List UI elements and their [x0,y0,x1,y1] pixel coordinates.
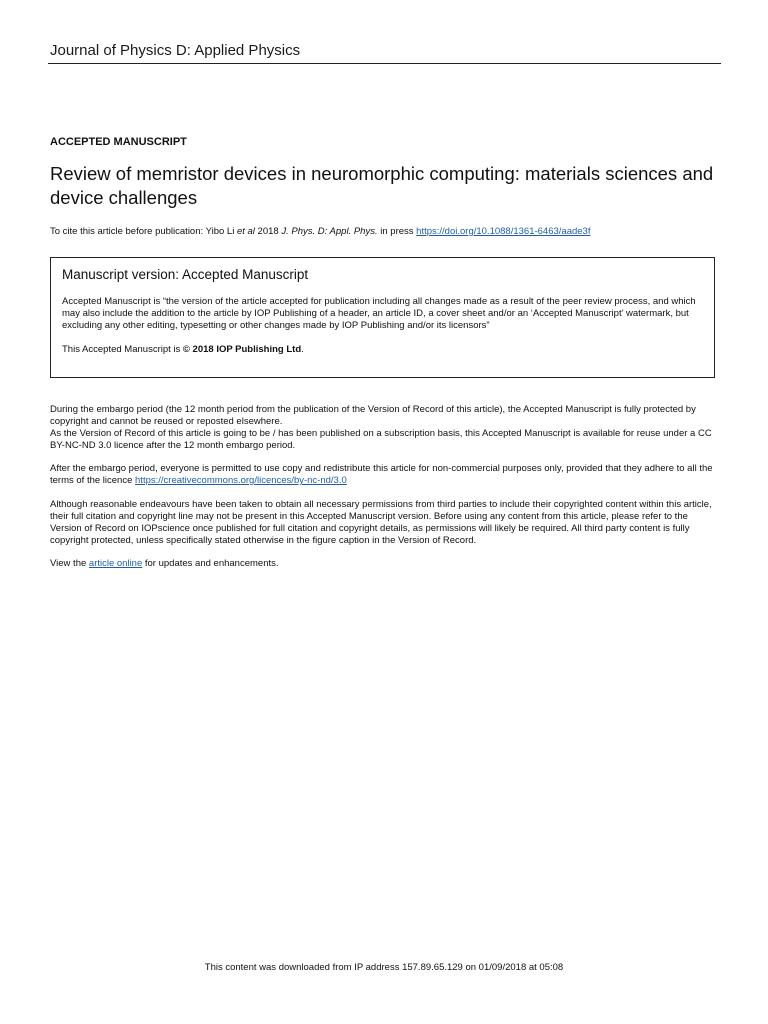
view-online-paragraph [50,558,718,570]
view-prefix: View the [50,558,89,569]
copyright-suffix: . [301,344,304,355]
download-footer: This content was downloaded from IP address 157.89.65.129 on 01/09/2018 at 05:08 [204,962,564,973]
citation-in-press: in press [377,226,417,237]
copyright-holder: © 2018 IOP Publishing Ltd [182,344,302,355]
manuscript-version-title: Manuscript version: Accepted Manuscript [62,267,309,282]
permissions-paragraph: Although reasonable endeavours have been taken to obtain all necessary permissions from third parties to include their copyrighted content within this article, their full citation and copyright line may not be present in this Accepted Manuscript version. Before using any content from this article, please refer to the Version of Record on IOPscience once published for full citation and copyright details, as permissions will likely be required. All third party content is fully copyright protected, unless specifically stated otherwise in the figure caption in the Version of Record. [50,499,712,546]
journal-name: Journal of Physics D: Applied Physics [50,42,301,59]
manuscript-label: ACCEPTED MANUSCRIPT [50,136,187,148]
subscription-paragraph: As the Version of Record of this article is going to be / has been published on a subscription basis, this Accepted Manuscript is available for reuse under a CC BY-NC-ND 3.0 licence after the 12 month embargo period. [50,428,712,451]
copyright-prefix: This Accepted Manuscript is [62,344,183,355]
citation-year: 2018 [254,226,282,237]
after-embargo-paragraph [50,463,718,487]
manuscript-version-description: Accepted Manuscript is “the version of the article accepted for publication including all changes made as a result of the peer review process, and which may also include the addition to the article by IOP Publishing of a header, an article ID, a cover sheet and/or an ‘Accepted Manuscript’ watermark, but excluding any other editing, typesetting or other changes made by IOP Publishing and/or its licensors” [62,296,696,331]
article-online-link[interactable]: article online [88,558,143,569]
article-title: Review of memristor devices in neuromorphic computing: materials sciences and device challenges [50,163,714,208]
citation-et-al: et al [236,226,255,237]
licence-link[interactable]: https://creativecommons.org/licences/by-nc-nd/3.0 [135,475,347,486]
copyright-statement [62,344,304,355]
manuscript-version-box [50,257,715,378]
view-suffix: for updates and enhancements. [142,558,279,569]
citation-prefix: To cite this article before publication: Yibo Li [50,226,237,237]
citation-journal: J. Phys. D: Appl. Phys. [281,226,378,237]
citation-line [50,226,590,237]
header-divider [48,63,721,64]
doi-link[interactable]: https://doi.org/10.1088/1361-6463/aade3f [416,226,591,237]
embargo-paragraph: During the embargo period (the 12 month period from the publication of the Version of Record of this article), the Accepted Manuscript is fully protected by copyright and cannot be reused or reposted elsewhere. [50,404,696,427]
after-embargo-text: After the embargo period, everyone is permitted to use copy and redistribute this article for non-commercial purposes only, provided that they adhere to all the terms of the licence [50,463,713,486]
